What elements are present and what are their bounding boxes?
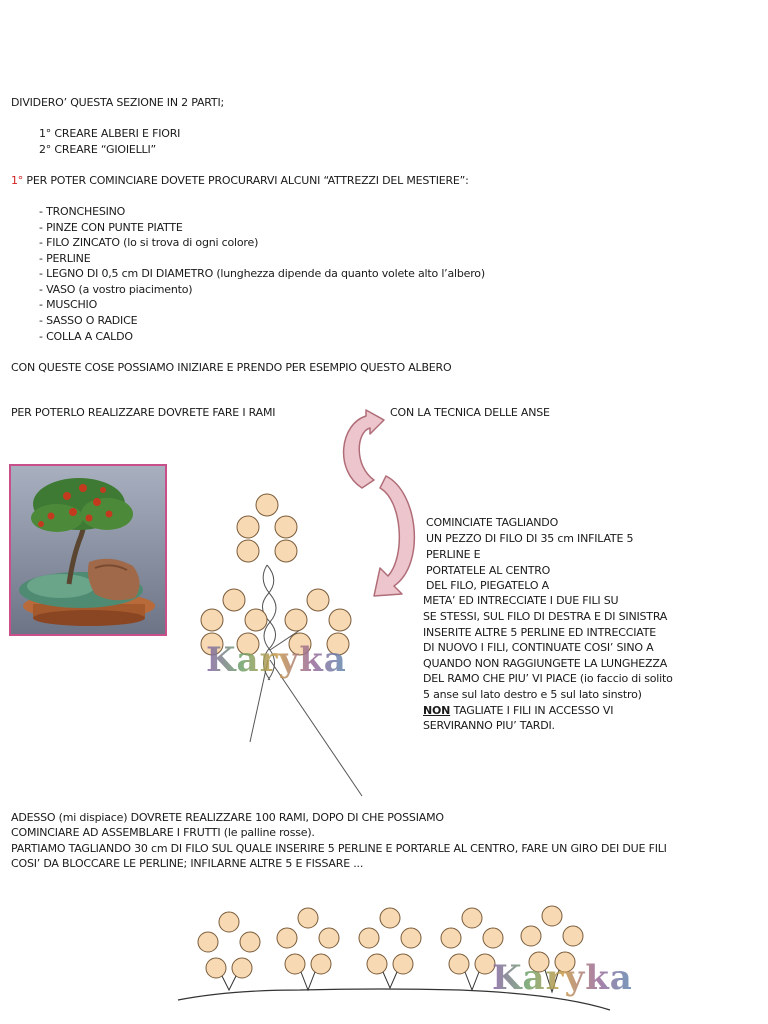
watermark-logo: Karyka	[206, 640, 347, 680]
tool-item: - PERLINE	[39, 252, 91, 265]
warning-emphasis: NON	[423, 704, 451, 717]
branch-wire	[250, 565, 362, 796]
tool-item: - SASSO O RADICE	[39, 314, 138, 327]
step-1-text: PER POTER COMINCIARE DOVETE PROCURARVI ALCUNI “ATTREZZI DEL MESTIERE”:	[23, 174, 469, 187]
instruction-line: SE STESSI, SUL FILO DI DESTRA E DI SINISTRA	[423, 610, 668, 623]
instruction-line: PERLINE E	[426, 548, 481, 561]
instruction-line: 5 anse sul lato destro e 5 sul lato sinstro)	[423, 688, 642, 701]
part-1-item: 1° CREARE ALBERI E FIORI	[39, 127, 181, 140]
tool-item: - FILO ZINCATO (lo si trova di ogni colore)	[39, 236, 259, 249]
instruction-line: DI NUOVO I FILI, CONTINUATE COSI’ SINO A	[423, 641, 654, 654]
tool-item: - PINZE CON PUNTE PIATTE	[39, 221, 183, 234]
chain-loop	[198, 912, 260, 978]
curved-arrow-up-icon	[344, 410, 384, 488]
part-2-item: 2° CREARE “GIOIELLI”	[39, 143, 157, 156]
closing-line: ADESSO (mi dispiace) DOVRETE REALIZZARE 100 RAMI, DOPO DI CHE POSSIAMO	[11, 811, 444, 824]
tool-item: - COLLA A CALDO	[39, 330, 133, 343]
branches-text: PER POTERLO REALIZZARE DOVRETE FARE I RAMI	[11, 406, 276, 419]
tool-item: - VASO (a vostro piacimento)	[39, 283, 193, 296]
warning-line-2: SERVIRANNO PIU’ TARDI.	[423, 719, 555, 732]
example-text: CON QUESTE COSE POSSIAMO INIZIARE E PRENDO PER ESEMPIO QUESTO ALBERO	[11, 361, 452, 374]
instruction-line: UN PEZZO DI FILO DI 35 cm INFILATE 5	[426, 532, 634, 545]
instruction-line: COMINCIATE TAGLIANDO	[426, 516, 559, 529]
instruction-line: PORTATELE AL CENTRO	[426, 564, 551, 577]
watermark-logo: Karyka	[492, 958, 633, 998]
instruction-line: DEL RAMO CHE PIU’ VI PIACE (io faccio di solito	[423, 672, 673, 685]
technique-text: CON LA TECNICA DELLE ANSE	[390, 406, 550, 419]
curved-arrow-down-icon	[374, 476, 414, 596]
step-marker: 1°	[11, 174, 24, 187]
closing-line: COMINCIARE AD ASSEMBLARE I FRUTTI (le palline rosse).	[11, 826, 315, 839]
tool-item: - TRONCHESINO	[39, 205, 126, 218]
instruction-line: QUANDO NON RAGGIUNGETE LA LUNGHEZZA	[423, 657, 668, 670]
intro-text: DIVIDERO’ QUESTA SEZIONE IN 2 PARTI;	[11, 96, 225, 109]
chain-loop	[359, 908, 421, 974]
instruction-line: DEL FILO, PIEGATELO A	[426, 579, 549, 592]
tool-item: - MUSCHIO	[39, 298, 98, 311]
chain-loop	[277, 908, 339, 974]
tool-item: - LEGNO DI 0,5 cm DI DIAMETRO (lunghezza dipende da quanto volete alto l’albero)	[39, 267, 485, 280]
instruction-line: META’ ED INTRECCIATE I DUE FILI SU	[423, 594, 619, 607]
closing-line: PARTIAMO TAGLIANDO 30 cm DI FILO SUL QUALE INSERIRE 5 PERLINE E PORTARLE AL CENTRO, FARE UN GIRO DEI DUE FILI	[11, 842, 667, 855]
bead-group-top	[237, 494, 297, 562]
warning-text: TAGLIATE I FILI IN ACCESSO VI	[450, 704, 614, 717]
instruction-line: INSERITE ALTRE 5 PERLINE ED INTRECCIATE	[423, 626, 657, 639]
warning-line	[423, 704, 613, 718]
closing-line: COSI’ DA BLOCCARE LE PERLINE; INFILARNE ALTRE 5 E FISSARE ...	[11, 857, 364, 870]
